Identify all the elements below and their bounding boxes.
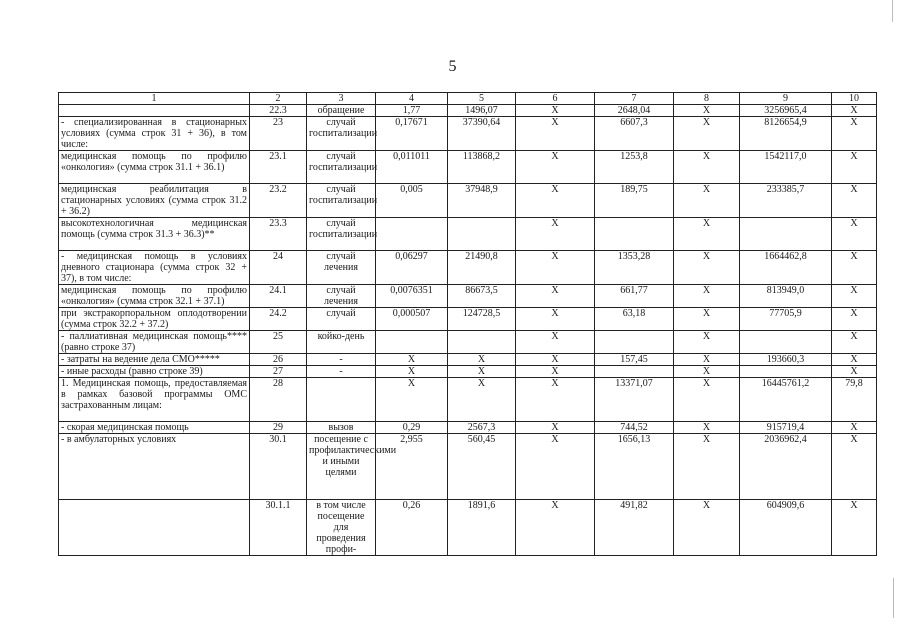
cell-name: при экстракорпоральном оплодотворении (сумма строк 32.2 + 37.2) (59, 308, 250, 331)
cell-col-4: 1,77 (376, 105, 448, 117)
cell-unit: случай госпитализации (307, 218, 376, 251)
table-row (59, 331, 877, 354)
cell-col-4: 0,26 (376, 500, 448, 556)
cell-col-9: 77705,9 (740, 308, 832, 331)
table-row (59, 218, 877, 251)
cell-col-6: Х (516, 184, 595, 218)
cell-col-7: 1253,8 (595, 151, 674, 184)
cell-col-9: 604909,6 (740, 500, 832, 556)
cell-col-8: Х (674, 434, 740, 500)
cell-unit: случай лечения (307, 251, 376, 285)
cell-unit: в том числе посещение для проведения профи- (307, 500, 376, 556)
cell-col-4: 0,011011 (376, 151, 448, 184)
cell-name: - специализированная в стационарных условиях (сумма строк 31 + 36), в том числе: (59, 117, 250, 151)
cell-col-7: 1353,28 (595, 251, 674, 285)
table-row (59, 151, 877, 184)
cell-col-4: 0,005 (376, 184, 448, 218)
cell-name: - затраты на ведение дела СМО***** (59, 354, 250, 366)
cell-col-9: 1664462,8 (740, 251, 832, 285)
cell-col-6: Х (516, 105, 595, 117)
cell-unit: случай госпитализации (307, 151, 376, 184)
cell-col-4: Х (376, 366, 448, 378)
cell-col-6: Х (516, 434, 595, 500)
cell-unit: - (307, 354, 376, 366)
cell-col-10: Х (832, 366, 877, 378)
cell-col-6: Х (516, 218, 595, 251)
cell-name (59, 500, 250, 556)
cell-col-4: 0,06297 (376, 251, 448, 285)
cell-col-10: Х (832, 251, 877, 285)
cell-row-number: 30.1 (250, 434, 307, 500)
cell-col-4: 0,17671 (376, 117, 448, 151)
cell-row-number: 25 (250, 331, 307, 354)
cell-unit: койко-день (307, 331, 376, 354)
cell-col-7 (595, 331, 674, 354)
cell-col-6: Х (516, 354, 595, 366)
cell-col-7: 189,75 (595, 184, 674, 218)
cell-col-6: Х (516, 285, 595, 308)
cell-row-number: 26 (250, 354, 307, 366)
table-body (59, 93, 877, 556)
cell-col-6: Х (516, 378, 595, 422)
cell-col-7: 491,82 (595, 500, 674, 556)
cell-col-7: 1656,13 (595, 434, 674, 500)
cell-name: 1. Медицинская помощь, предоставляемая в рамках базовой программы ОМС застрахованным лицам: (59, 378, 250, 422)
page-number: 5 (448, 58, 457, 75)
cell-col-10: Х (832, 151, 877, 184)
cell-name: высокотехнологичная медицинская помощь (сумма строк 31.3 + 36.3)** (59, 218, 250, 251)
cell-col-8: Х (674, 151, 740, 184)
cell-col-9: 2036962,4 (740, 434, 832, 500)
header-cell: 9 (740, 93, 832, 105)
cell-col-10: Х (832, 331, 877, 354)
cell-name: - в амбулаторных условиях (59, 434, 250, 500)
cell-unit: - (307, 366, 376, 378)
header-cell: 7 (595, 93, 674, 105)
cell-unit: случай лечения (307, 285, 376, 308)
cell-col-5: 1891,6 (448, 500, 516, 556)
cell-unit: посещение с профилактическими и иными целями (307, 434, 376, 500)
cell-name (59, 105, 250, 117)
cell-name: медицинская реабилитация в стационарных условиях (сумма строк 31.2 + 36.2) (59, 184, 250, 218)
cell-col-9: 233385,7 (740, 184, 832, 218)
cell-col-10: 79,8 (832, 378, 877, 422)
cell-col-8: Х (674, 251, 740, 285)
cell-name: - медицинская помощь в условиях дневного стационара (сумма строк 32 + 37), в том числе: (59, 251, 250, 285)
table-row (59, 378, 877, 422)
cell-unit: случай госпитализации (307, 184, 376, 218)
table-row (59, 105, 877, 117)
cell-col-10: Х (832, 434, 877, 500)
cell-col-4: 2,955 (376, 434, 448, 500)
cell-col-10: Х (832, 500, 877, 556)
cell-col-9 (740, 366, 832, 378)
cell-col-6: Х (516, 117, 595, 151)
cell-name: медицинская помощь по профилю «онкология» (сумма строк 32.1 + 37.1) (59, 285, 250, 308)
cell-col-7: 157,45 (595, 354, 674, 366)
cell-col-10: Х (832, 285, 877, 308)
cell-name: - скорая медицинская помощь (59, 422, 250, 434)
cell-col-8: Х (674, 354, 740, 366)
table-row (59, 184, 877, 218)
cell-col-10: Х (832, 117, 877, 151)
cell-col-8: Х (674, 500, 740, 556)
cell-col-4: 0,0076351 (376, 285, 448, 308)
cell-col-5: 2567,3 (448, 422, 516, 434)
cell-col-9 (740, 331, 832, 354)
cell-col-4: 0,000507 (376, 308, 448, 331)
cell-row-number: 27 (250, 366, 307, 378)
cell-col-6: Х (516, 331, 595, 354)
cell-col-8: Х (674, 331, 740, 354)
cell-row-number: 24.1 (250, 285, 307, 308)
cell-col-10: Х (832, 218, 877, 251)
cell-col-5: 37948,9 (448, 184, 516, 218)
cell-col-5: 86673,5 (448, 285, 516, 308)
cell-col-9: 193660,3 (740, 354, 832, 366)
cell-col-5: 37390,64 (448, 117, 516, 151)
cell-col-8: Х (674, 117, 740, 151)
cell-col-4: Х (376, 354, 448, 366)
cell-col-8: Х (674, 366, 740, 378)
header-cell: 1 (59, 93, 250, 105)
cell-col-8: Х (674, 105, 740, 117)
cell-row-number: 23.1 (250, 151, 307, 184)
table-header-row (59, 93, 877, 105)
cell-col-8: Х (674, 422, 740, 434)
cell-col-5: 113868,2 (448, 151, 516, 184)
cell-row-number: 24 (250, 251, 307, 285)
cell-row-number: 30.1.1 (250, 500, 307, 556)
cell-row-number: 23 (250, 117, 307, 151)
cell-col-7 (595, 218, 674, 251)
table-row (59, 354, 877, 366)
cell-row-number: 23.2 (250, 184, 307, 218)
table-row (59, 251, 877, 285)
cell-unit: случай госпитализации (307, 117, 376, 151)
header-cell: 5 (448, 93, 516, 105)
cell-col-5: Х (448, 366, 516, 378)
cell-col-7: 13371,07 (595, 378, 674, 422)
cell-col-5: Х (448, 354, 516, 366)
cell-col-8: Х (674, 285, 740, 308)
table-row (59, 422, 877, 434)
cell-col-9: 1542117,0 (740, 151, 832, 184)
header-cell: 6 (516, 93, 595, 105)
cell-col-6: Х (516, 366, 595, 378)
cell-row-number: 24.2 (250, 308, 307, 331)
cell-col-10: Х (832, 422, 877, 434)
cell-row-number: 22.3 (250, 105, 307, 117)
cell-unit: обращение (307, 105, 376, 117)
cell-col-6: Х (516, 151, 595, 184)
cell-col-7: 661,77 (595, 285, 674, 308)
cell-col-10: Х (832, 184, 877, 218)
cell-unit (307, 378, 376, 422)
cell-col-7 (595, 366, 674, 378)
cell-col-7: 2648,04 (595, 105, 674, 117)
cell-col-9: 915719,4 (740, 422, 832, 434)
cell-col-4: Х (376, 378, 448, 422)
header-cell: 4 (376, 93, 448, 105)
cell-col-5 (448, 218, 516, 251)
cell-col-5: 560,45 (448, 434, 516, 500)
cell-col-9: 8126654,9 (740, 117, 832, 151)
cell-row-number: 29 (250, 422, 307, 434)
cell-col-6: Х (516, 500, 595, 556)
cell-row-number: 28 (250, 378, 307, 422)
cell-col-4 (376, 331, 448, 354)
table-row (59, 308, 877, 331)
cell-col-9 (740, 218, 832, 251)
cell-col-9: 813949,0 (740, 285, 832, 308)
cell-col-6: Х (516, 308, 595, 331)
cell-unit: вызов (307, 422, 376, 434)
cell-col-8: Х (674, 218, 740, 251)
cell-col-5: Х (448, 378, 516, 422)
table-row (59, 285, 877, 308)
cell-col-8: Х (674, 184, 740, 218)
data-table (58, 92, 877, 556)
cell-col-8: Х (674, 378, 740, 422)
cell-col-7: 6607,3 (595, 117, 674, 151)
cell-col-7: 744,52 (595, 422, 674, 434)
cell-col-5: 21490,8 (448, 251, 516, 285)
cell-col-10: Х (832, 354, 877, 366)
cell-col-7: 63,18 (595, 308, 674, 331)
table-row (59, 500, 877, 556)
scan-edge-mark (892, 0, 893, 22)
cell-name: - паллиативная медицинская помощь**** (равно строке 37) (59, 331, 250, 354)
cell-name: медицинская помощь по профилю «онкология» (сумма строк 31.1 + 36.1) (59, 151, 250, 184)
cell-col-5: 124728,5 (448, 308, 516, 331)
cell-col-9: 3256965,4 (740, 105, 832, 117)
table-row (59, 366, 877, 378)
cell-col-8: Х (674, 308, 740, 331)
cell-col-4: 0,29 (376, 422, 448, 434)
header-cell: 10 (832, 93, 877, 105)
table-row (59, 117, 877, 151)
cell-col-5 (448, 331, 516, 354)
cell-name: - иные расходы (равно строке 39) (59, 366, 250, 378)
cell-col-10: Х (832, 105, 877, 117)
cell-col-9: 16445761,2 (740, 378, 832, 422)
table-row (59, 434, 877, 500)
header-cell: 2 (250, 93, 307, 105)
cell-col-6: Х (516, 251, 595, 285)
header-cell: 3 (307, 93, 376, 105)
cell-col-10: Х (832, 308, 877, 331)
cell-row-number: 23.3 (250, 218, 307, 251)
cell-col-4 (376, 218, 448, 251)
cell-unit: случай (307, 308, 376, 331)
header-cell: 8 (674, 93, 740, 105)
cell-col-6: Х (516, 422, 595, 434)
scan-edge-mark (893, 578, 894, 618)
cell-col-5: 1496,07 (448, 105, 516, 117)
